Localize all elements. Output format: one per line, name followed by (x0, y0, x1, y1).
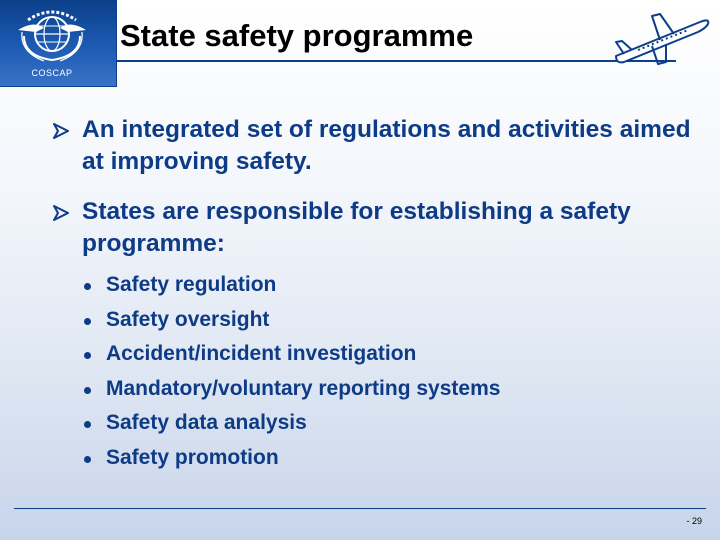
icao-emblem-icon (14, 6, 90, 64)
sub-item-text: Mandatory/voluntary reporting systems (106, 376, 501, 400)
logo-panel (0, 0, 117, 87)
sub-item (82, 441, 702, 476)
footer-divider (14, 508, 706, 509)
dot-bullet-icon (84, 421, 91, 428)
airplane-icon (608, 10, 714, 66)
slide-title: State safety programme (120, 18, 474, 53)
sub-bullet-list (82, 268, 702, 475)
dot-bullet-icon (84, 352, 91, 359)
bullet-item (52, 196, 702, 475)
dot-bullet-icon (84, 387, 91, 394)
sub-item (82, 337, 702, 372)
page-number: - 29 (686, 516, 702, 526)
bullet-item (52, 114, 702, 178)
dot-bullet-icon (84, 283, 91, 290)
title-underline (116, 60, 676, 62)
bullet-text: States are responsible for establishing a safety programme: (82, 198, 631, 257)
main-bullet-list (52, 114, 702, 493)
bullet-text: An integrated set of regulations and activities aimed at improving safety. (82, 116, 691, 175)
sub-item-text: Accident/incident investigation (106, 342, 417, 365)
sub-item (82, 303, 702, 338)
sub-item (82, 406, 702, 441)
sub-item-text: Safety promotion (106, 445, 279, 469)
arrow-bullet-icon (52, 122, 70, 140)
sub-item-text: Safety data analysis (106, 411, 307, 434)
dot-bullet-icon (84, 456, 91, 463)
dot-bullet-icon (84, 318, 91, 325)
sub-item-text: Safety oversight (106, 307, 270, 331)
arrow-bullet-icon (52, 204, 70, 222)
sub-item-text: Safety regulation (106, 273, 277, 296)
logo-caption: COSCAP (31, 68, 73, 78)
sub-item (82, 268, 702, 303)
sub-item (82, 372, 702, 407)
